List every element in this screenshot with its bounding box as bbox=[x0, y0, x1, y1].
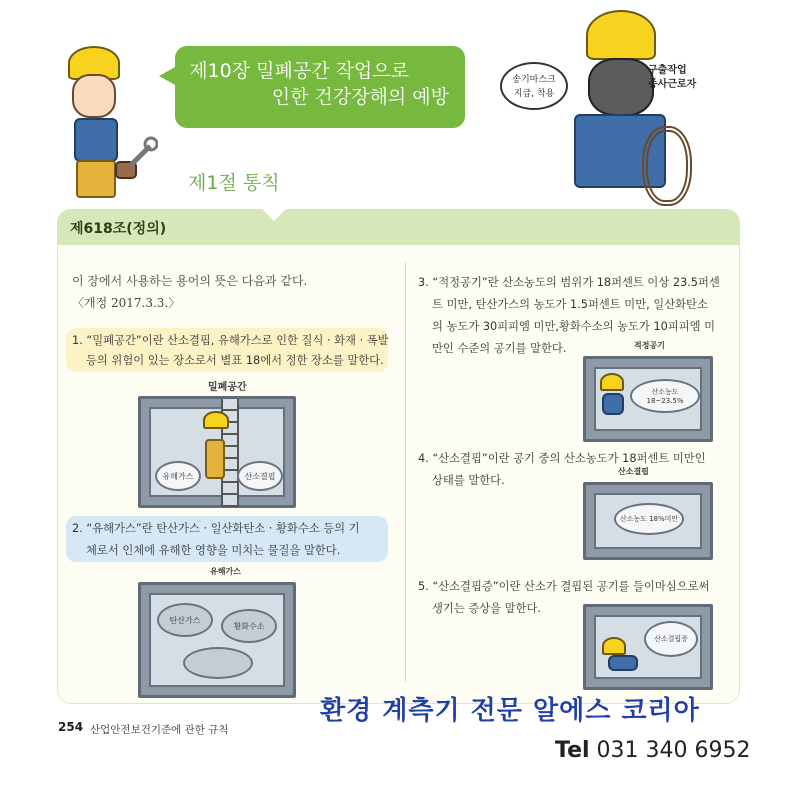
rescue-worker-illustration bbox=[498, 6, 738, 212]
shirt-icon bbox=[602, 393, 624, 415]
page-number: 254 bbox=[58, 720, 84, 734]
gas-mask-icon bbox=[588, 58, 654, 116]
article-intro: 이 장에서 사용하는 용어의 뜻은 다음과 같다. bbox=[72, 274, 308, 288]
helmet-icon bbox=[602, 637, 626, 655]
cloud-hypoxia: 산소결핍증 bbox=[644, 621, 698, 657]
item-3-line3: 의 농도가 30피피엠 미만,황화수소의 농도가 10피피엠 미 bbox=[432, 320, 716, 333]
oxygen-deficiency-illustration bbox=[583, 482, 713, 560]
shirt-icon bbox=[608, 655, 638, 671]
proper-air-caption: 적정공기 bbox=[634, 341, 665, 350]
company-tel bbox=[555, 738, 751, 763]
item-5-line1: 5. “산소결핍증”이란 산소가 결핍된 공기를 들이마심으로써 bbox=[418, 580, 710, 593]
pants-icon bbox=[76, 160, 116, 198]
article-title: 제618조(정의) bbox=[70, 221, 167, 237]
article-revision: 〈개정 2017.3.3.〉 bbox=[72, 296, 181, 310]
worker-caption-line2: 종사근로자 bbox=[648, 79, 697, 90]
cloud-oxygen-deficiency: 산소결핍 bbox=[237, 461, 283, 491]
cloud-carbon-dioxide: 탄산가스 bbox=[157, 603, 213, 637]
section-title: 제1절 통칙 bbox=[188, 172, 280, 194]
company-name: 환경 계측기 전문 알에스 코리아 bbox=[320, 696, 700, 726]
speech-bubble bbox=[500, 62, 568, 110]
harmful-gas-illustration bbox=[138, 582, 296, 698]
oxygen-deficiency-caption: 산소결핍 bbox=[618, 467, 649, 476]
cloud-oxygen-deficiency: 산소농도 18%미만 bbox=[614, 503, 684, 535]
worker-caption-line1: 구출작업 bbox=[648, 65, 687, 76]
gas-swirl-icon bbox=[183, 647, 253, 679]
header-notch bbox=[262, 209, 286, 221]
cloud-hydrogen-sulfide: 황화수소 bbox=[221, 609, 277, 643]
proper-air-illustration bbox=[583, 356, 713, 442]
item-4-line1: 4. “산소결핍”이란 공기 중의 산소농도가 18퍼센트 미만인 bbox=[418, 452, 706, 465]
helmet-icon bbox=[586, 10, 656, 60]
pants-icon bbox=[205, 439, 225, 479]
item-3-line4: 만인 수준의 공기를 말한다. bbox=[432, 342, 567, 355]
wrench-icon bbox=[112, 132, 158, 182]
chapter-banner bbox=[175, 46, 465, 128]
hypoxia-illustration bbox=[583, 604, 713, 690]
item-1-line2: 등의 위험이 있는 장소로서 별표 18에서 정한 장소를 말한다. bbox=[86, 354, 384, 367]
speech-bubble-line1: 송기마스크 bbox=[512, 75, 556, 85]
chapter-title-line1: 제10장 밀폐공간 작업으로 bbox=[189, 60, 409, 82]
harmful-gas-caption: 유해가스 bbox=[210, 567, 241, 576]
item-3-line1: 3. “적정공기”란 산소농도의 범위가 18퍼센트 이상 23.5퍼센 bbox=[418, 276, 720, 289]
item-4-line2: 상태를 말한다. bbox=[432, 474, 505, 487]
item-2-line1: 2. “유해가스”란 탄산가스 · 일산화탄소 · 황화수소 등의 기 bbox=[72, 522, 360, 535]
footer-title: 산업안전보건기준에 관한 규칙 bbox=[90, 724, 229, 736]
item-1-line1: 1. “밀폐공간”이란 산소결핍, 유해가스로 인한 질식 · 화재 · 폭발 bbox=[72, 334, 389, 347]
worker-caption bbox=[648, 64, 696, 92]
confined-space-illustration bbox=[138, 396, 296, 508]
confined-space-caption: 밀폐공간 bbox=[208, 382, 247, 393]
tel-label: Tel bbox=[555, 738, 590, 763]
face-icon bbox=[72, 74, 116, 118]
item-5-line2: 생기는 증상을 말한다. bbox=[432, 602, 541, 615]
helmet-icon bbox=[203, 411, 229, 429]
tel-number: 031 340 6952 bbox=[596, 738, 751, 763]
cloud-harmful-gas: 유해가스 bbox=[155, 461, 201, 491]
cloud-proper-air: 산소농도 18~23.5% bbox=[630, 379, 700, 413]
column-divider bbox=[405, 262, 406, 682]
helmet-icon bbox=[600, 373, 624, 391]
item-3-line2: 트 미만, 탄산가스의 농도가 1.5퍼센트 미만, 일산화탄소 bbox=[432, 298, 708, 311]
chapter-title-line2: 인한 건강장해의 예방 bbox=[271, 86, 449, 108]
item-2-line2: 체로서 인체에 유해한 영향을 미치는 물질을 말한다. bbox=[86, 544, 341, 557]
rope-coil-icon bbox=[642, 126, 692, 206]
speech-bubble-line2: 지급, 착용 bbox=[513, 89, 555, 99]
worker-wrench-illustration bbox=[50, 42, 160, 202]
